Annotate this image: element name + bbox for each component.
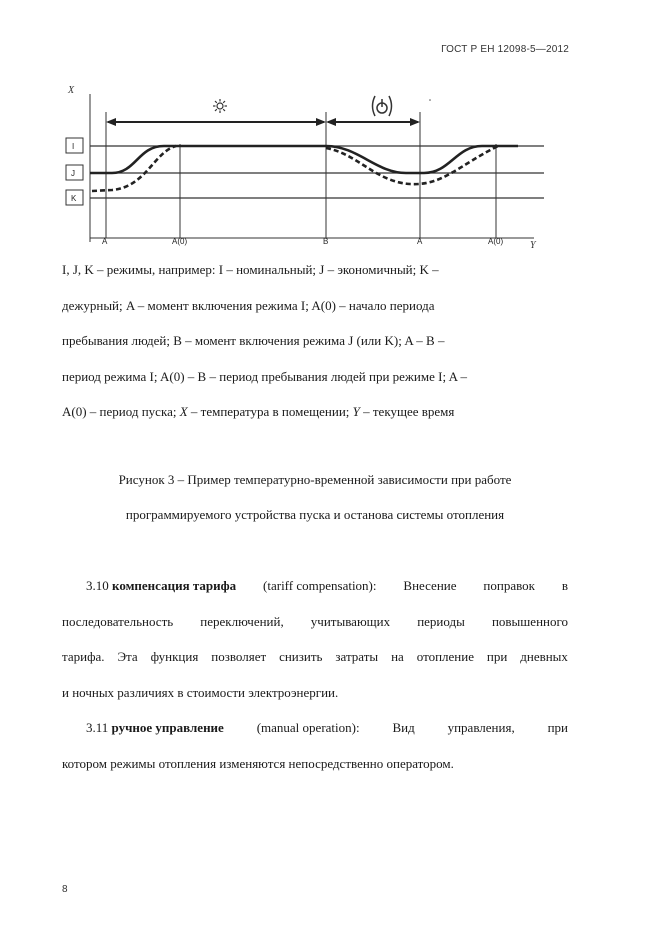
word: функция [150, 649, 199, 664]
power-icon [373, 96, 392, 116]
word: Внесение [403, 578, 457, 593]
word: управления, [447, 720, 515, 735]
axis-x-label: X [68, 85, 75, 96]
word: снизить [279, 649, 323, 664]
word: затраты [335, 649, 379, 664]
legend-text: – текущее время [359, 404, 455, 419]
legend-line: пребывания людей; B – момент включения режима J (или K); A – B – [62, 333, 445, 348]
caption-line-2: программируемого устройства пуска и останова системы отопления [125, 507, 505, 522]
definitions-section [62, 568, 568, 781]
definition-3-10-line-1 [62, 568, 568, 604]
time-label-a0-2: A(0) [488, 237, 504, 246]
word: при [486, 649, 508, 664]
solid-temperature-curve [90, 146, 518, 173]
legend-line: I, J, K – режимы, например: I – номинальный; J – экономичный; K – [62, 262, 439, 277]
word: позволяет [211, 649, 267, 664]
legend-line-last [62, 394, 568, 430]
word: при [547, 720, 568, 735]
arrow-head-right-day [316, 118, 326, 126]
word: повышенного [491, 613, 568, 629]
legend-text: – температура в помещении; [187, 404, 353, 419]
arrow-head-left-day [106, 118, 116, 126]
time-label-a0-1: A(0) [172, 237, 188, 246]
mode-label-j: J [71, 169, 75, 178]
caption-line-1: Рисунок 3 – Пример температурно-временной зависимости при работе [118, 472, 512, 487]
definition-term: ручное управление [111, 720, 224, 735]
word: Вид [392, 720, 415, 735]
legend-symbol-y: Y [352, 404, 360, 419]
page-number: 8 [62, 884, 68, 895]
mode-box-i [66, 138, 83, 153]
dashed-temperature-curve [92, 146, 498, 191]
legend-line: период режима I; A(0) – B – период пребывания людей при режиме I; A – [62, 368, 468, 384]
definition-3-10-line-4: и ночных различиях в стоимости электроэнергии. [62, 684, 339, 700]
definition-number: 3.11 ручное управление [86, 720, 224, 735]
definition-english: (manual operation): [256, 720, 360, 735]
legend-text: A(0) – период пуска; [62, 404, 180, 419]
definition-3-11-line-2: котором режимы отопления изменяются непосредственно оператором. [62, 755, 454, 771]
dot-mark [429, 99, 431, 101]
word: отопление [416, 649, 474, 664]
word: периоды [417, 613, 465, 629]
definition-3-11-line-1 [62, 710, 568, 746]
definition-3-10-line-3 [62, 639, 568, 675]
page-header: ГОСТ Р ЕН 12098-5—2012 [441, 44, 569, 55]
time-label-a1: A [102, 237, 108, 246]
time-label-a2: A [417, 237, 423, 246]
temperature-time-diagram [58, 82, 548, 250]
axis-y-label: Y [530, 240, 536, 250]
legend-line: дежурный; A – момент включения режима I; A(0) – начало периода [62, 297, 435, 313]
word: Эта [117, 649, 138, 664]
mode-label-k: K [71, 194, 77, 203]
mode-label-i: I [72, 142, 75, 151]
legend-symbol-x: X [179, 404, 188, 419]
figure-caption [62, 462, 568, 532]
diagram-svg [58, 82, 548, 250]
word: в [561, 578, 568, 593]
word: дневных [520, 649, 568, 664]
sun-icon [213, 99, 227, 113]
moon-icon [353, 99, 361, 115]
figure-legend [62, 252, 568, 430]
arrow-head-right-night [410, 118, 420, 126]
word: последовательность [62, 613, 174, 629]
word: на [391, 649, 404, 664]
definition-english: (tariff compensation): [263, 578, 377, 593]
definition-3-10-line-2 [62, 604, 568, 640]
definition-number: 3.10 компенсация тарифа [86, 578, 237, 593]
time-label-b: B [323, 237, 329, 246]
word: учитывающих [310, 613, 391, 629]
word: поправок [483, 578, 535, 593]
word: переключений, [200, 613, 284, 629]
definition-term: компенсация тарифа [112, 578, 237, 593]
arrow-head-left-night [326, 118, 336, 126]
word: тарифа. [62, 649, 105, 664]
